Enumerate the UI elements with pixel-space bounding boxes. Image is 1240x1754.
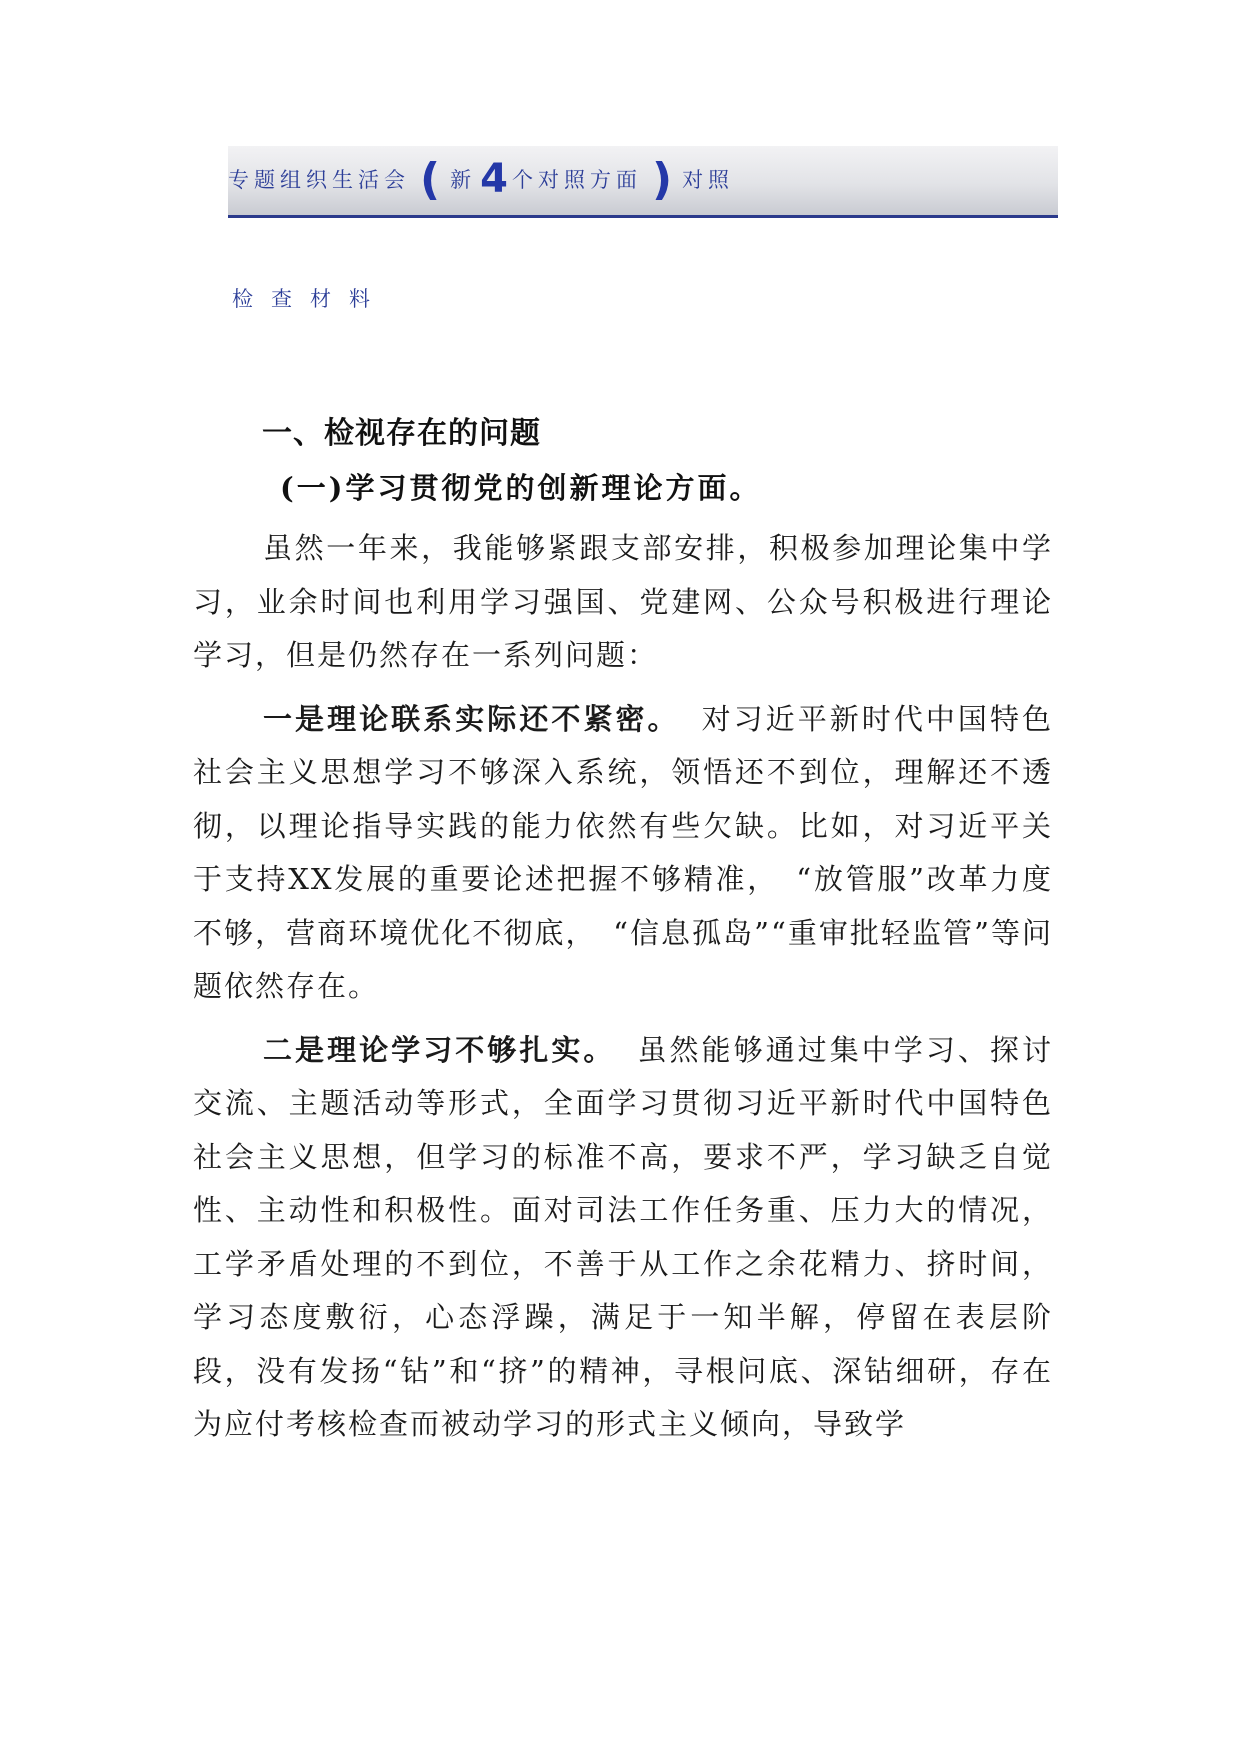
paragraph-2-lead: 二是理论学习不够扎实。 [263, 1032, 616, 1067]
header-title-post: 对照 [682, 168, 735, 192]
paragraph-2-text: 虽然能够通过集中学习、探讨交流、主题活动等形式，全面学习贯彻习近平新时代中国特色社会主义思想，但学习的标准不高，要求不严，学习缺乏自觉性、主动性和积极性。面对司法工作任务重、压力大的情况，工学矛盾处理的不到位，不善于从工作之余花精力、挤时间，学习态度敷衍，心态浮躁，满足于一知半解，停留在表层阶段，没有发扬“钻”和“挤”的精神，寻根问底、深钻细研，存在为应付考核检查而被动学习的形式主义倾向，导致学 [193, 1032, 1053, 1441]
paragraph-1 [193, 693, 1053, 1014]
header-paren-open: ( [420, 153, 441, 205]
header-title-pre: 专题组织生活会 [228, 168, 410, 192]
paragraph-1-text: 对习近平新时代中国特色社会主义思想学习不够深入系统，领悟还不到位，理解还不透彻，以理论指导实践的能力依然有些欠缺。比如，对习近平关于支持XX发展的重要论述把握不够精准， “放管服”改革力度不够，营商环境优化不彻底， “信息孤岛”“重审批轻监管”等问题依然存在。 [193, 701, 1053, 1003]
section-heading: 一、检视存在的问题 [262, 416, 541, 451]
body-text [193, 522, 1053, 1462]
paragraph-1-lead: 一是理论联系实际还不紧密。 [263, 701, 680, 736]
paragraph-2 [193, 1024, 1053, 1452]
header-title-number: 4 [480, 156, 508, 202]
header-title-mid: 个对照方面 [511, 168, 642, 192]
header-title-continuation: 检查材料 [232, 287, 388, 311]
header-title-word: 新 [450, 168, 477, 192]
header-paren-close: ) [651, 153, 673, 205]
header-title [228, 146, 734, 212]
paragraph-intro: 虽然一年来，我能够紧跟支部安排，积极参加理论集中学习，业余时间也利用学习强国、党建网、公众号积极进行理论学习，但是仍然存在一系列问题： [193, 531, 1053, 672]
header-banner [228, 146, 1058, 218]
section-subheading: (一)学习贯彻党的创新理论方面。 [280, 471, 762, 505]
